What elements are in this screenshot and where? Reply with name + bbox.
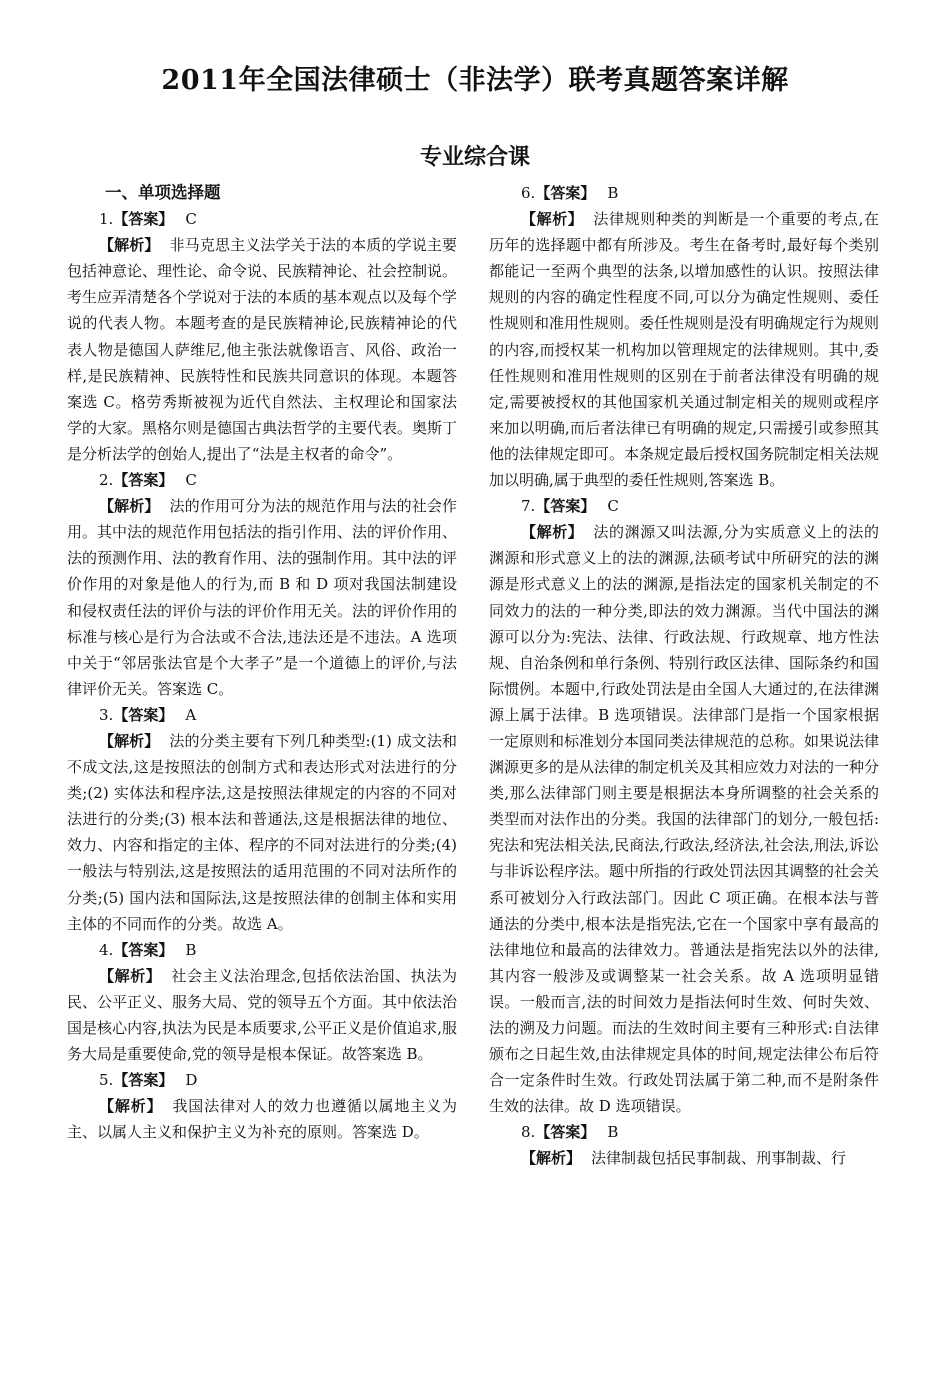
analysis-paragraph-5 (67, 1093, 457, 1145)
answer-value: B (607, 1123, 619, 1142)
analysis-tag: 【解析】 (99, 731, 160, 750)
answer-tag: 【答案】 (113, 705, 174, 724)
analysis-text: 法的分类主要有下列几种类型:(1) 成文法和不成文法,这是按照法的创制方式和表达形式对法进行的分类;(2) 实体法和程序法,这是按照法律规定的内容的不同对法进行的分类;(3) 根本法和普通法,这是根据法律的地位、效力、内容和指定的主体、程序的不同对法进行的分类;(4) 一般法与特别法,这是按照法的适用范围的不同对法所作的分类;(5) 国内法和国际法,这是按照法律的创制主体和实用主体的不同而作的分类。故选 A。 (67, 731, 457, 933)
right-column (489, 180, 879, 1172)
answer-tag: 【答案】 (113, 210, 174, 229)
answer-line-6 (489, 180, 879, 206)
question-number: 7. (521, 497, 536, 516)
analysis-tag: 【解析】 (521, 210, 584, 229)
analysis-paragraph-1 (67, 232, 457, 467)
analysis-text: 法律规则种类的判断是一个重要的考点,在历年的选择题中都有所涉及。考生在备考时,最好每个类别都能记一至两个典型的法条,以增加感性的认识。按照法律规则的内容的确定性程度不同,可以分为确定性规则、委任性规则和准用性规则。委任性规则是没有明确规定行为规则的内容,而授权某一机构加以管理规定的法律规则。其中,委任性规则和准用性规则的区别在于前者法律没有明确的规定,需要被授权的其他国家机关通过制定相关的规则或程序来加以明确,而后者法律已有明确的规定,只需援引或参照其他的法律规定即可。本条规定最后授权国务院制定相关法规加以明确,属于典型的委任性规则,答案选 B。 (489, 210, 880, 490)
analysis-text: 我国法律对人的效力也遵循以属地主义为主、以属人主义和保护主义为补充的原则。答案选 D。 (67, 1097, 457, 1142)
answer-line-1 (67, 206, 457, 232)
answer-tag: 【答案】 (113, 1071, 174, 1090)
question-number: 1. (99, 210, 114, 229)
answer-value: B (607, 184, 619, 202)
question-number: 6. (521, 184, 536, 202)
analysis-text: 法的作用可分为法的规范作用与法的社会作用。其中法的规范作用包括法的指引作用、法的评价作用、法的预测作用、法的教育作用、法的强制作用。其中法的评价作用的对象是他人的行为,而 B 和 D 项对我国法制建设和侵权责任法的评价与法的评价作用无关。法的评价作用的标准与核心是行为合法或不合法,违法还是不违法。A 选项中关于“邻居张法官是个大孝子”是一个道德上的评价,与法律评价无关。答案选 C。 (67, 497, 458, 698)
answer-value: B (185, 940, 197, 959)
question-number: 8. (521, 1123, 536, 1142)
answer-value: D (185, 1071, 198, 1090)
analysis-text: 社会主义法治理念,包括依法治国、执法为民、公平正义、服务大局、党的领导五个方面。其中依法治国是核心内容,执法为民是本质要求,公平正义是价值追求,服务大局是重要使命,党的领导是根本保证。故答案选 B。 (67, 966, 458, 1064)
analysis-text: 法的渊源又叫法源,分为实质意义上的法的渊源和形式意义上的法的渊源,法硕考试中所研究的法的渊源是形式意义上的法的渊源,是指法定的国家机关制定的不同效力的法的一种分类,即法的效力渊源。当代中国法的渊源可以分为:宪法、法律、行政法规、行政规章、地方性法规、自治条例和单行条例、特别行政区法律、国际条约和国际惯例。本题中,行政处罚法是由全国人大通过的,在法律渊源上属于法律。B 选项错误。法律部门是指一个国家根据一定原则和标准划分本国同类法律规范的总称。如果说法律渊源更多的是从法律的制定机关及其相应效力对法的一种分类,那么法律部门则主要是根据法本身所调整的社会关系的类型而对法作出的分类。我国的法律部门的划分,一般包括:宪法和宪法相关法,民商法,行政法,经济法,社会法,刑法,诉讼与非诉讼程序法。题中所指的行政处罚法因其调整的社会关系可被划分入行政法部门。因此 C 项正确。在根本法与普通法的分类中,根本法是指宪法,它在一个国家中享有最高的法律地位和最高的法律效力。普通法是指宪法以外的法律,其内容一般涉及或调整某一社会关系。故 A 选项明显错误。一般而言,法的时间效力是指法何时生效、何时失效、法的溯及力问题。而法的生效时间主要有三种形式:自法律颁布之日起生效,由法律规定具体的时间,规定法律公布后符合一定条件时生效。行政处罚法属于第二种,而不是附条件生效的法律。故 D 选项错误。 (489, 523, 880, 1116)
answer-line-5 (67, 1067, 457, 1093)
analysis-text: 法律制裁包括民事制裁、刑事制裁、行 (591, 1149, 847, 1168)
analysis-tag: 【解析】 (99, 497, 160, 516)
question-number: 4. (99, 940, 114, 959)
answer-value: A (185, 705, 197, 724)
answer-value: C (185, 210, 197, 229)
answer-value: C (185, 471, 197, 490)
answer-value: C (607, 497, 619, 516)
analysis-tag: 【解析】 (521, 1149, 582, 1168)
question-number: 3. (99, 705, 114, 724)
section-heading: 一、单项选择题 (105, 183, 221, 202)
analysis-paragraph-4 (67, 963, 457, 1067)
question-number: 2. (99, 471, 114, 490)
page-subtitle: 专业综合课 (419, 145, 530, 170)
answer-tag: 【答案】 (535, 1123, 596, 1142)
analysis-paragraph-6 (489, 206, 879, 493)
answer-line-2 (67, 467, 457, 493)
analysis-text: 非马克思主义法学关于法的本质的学说主要包括神意论、理性论、命令说、民族精神论、社会控制说。考生应弄清楚各个学说对于法的本质的基本观点以及每个学说的代表人物。本题考查的是民族精神论,民族精神论的代表人物是德国人萨维尼,他主张法就像语言、风俗、政治一样,是民族精神、民族特性和民族共同意识的体现。本题答案选 C。格劳秀斯被视为近代自然法、主权理论和国家法学的大家。黑格尔则是德国古典法哲学的主要代表。奥斯丁是分析法学的创始人,提出了“法是主权者的命令”。 (67, 236, 458, 463)
answer-line-8 (489, 1119, 879, 1145)
answer-tag: 【答案】 (535, 184, 596, 202)
analysis-tag: 【解析】 (521, 523, 584, 542)
analysis-tag: 【解析】 (99, 966, 162, 985)
analysis-paragraph-2 (67, 493, 457, 702)
answer-tag: 【答案】 (113, 940, 174, 959)
answer-tag: 【答案】 (535, 497, 596, 516)
page-title: 2011年全国法律硕士（非法学）联考真题答案详解 (161, 65, 789, 96)
left-column (67, 180, 457, 1145)
analysis-paragraph-8 (489, 1145, 879, 1171)
answer-tag: 【答案】 (113, 471, 174, 490)
analysis-tag: 【解析】 (99, 236, 160, 255)
analysis-paragraph-7 (489, 519, 879, 1119)
answer-line-3 (67, 702, 457, 728)
analysis-tag: 【解析】 (99, 1097, 163, 1116)
answer-line-4 (67, 937, 457, 963)
answer-line-7 (489, 493, 879, 519)
question-number: 5. (99, 1071, 114, 1090)
analysis-paragraph-3 (67, 728, 457, 937)
